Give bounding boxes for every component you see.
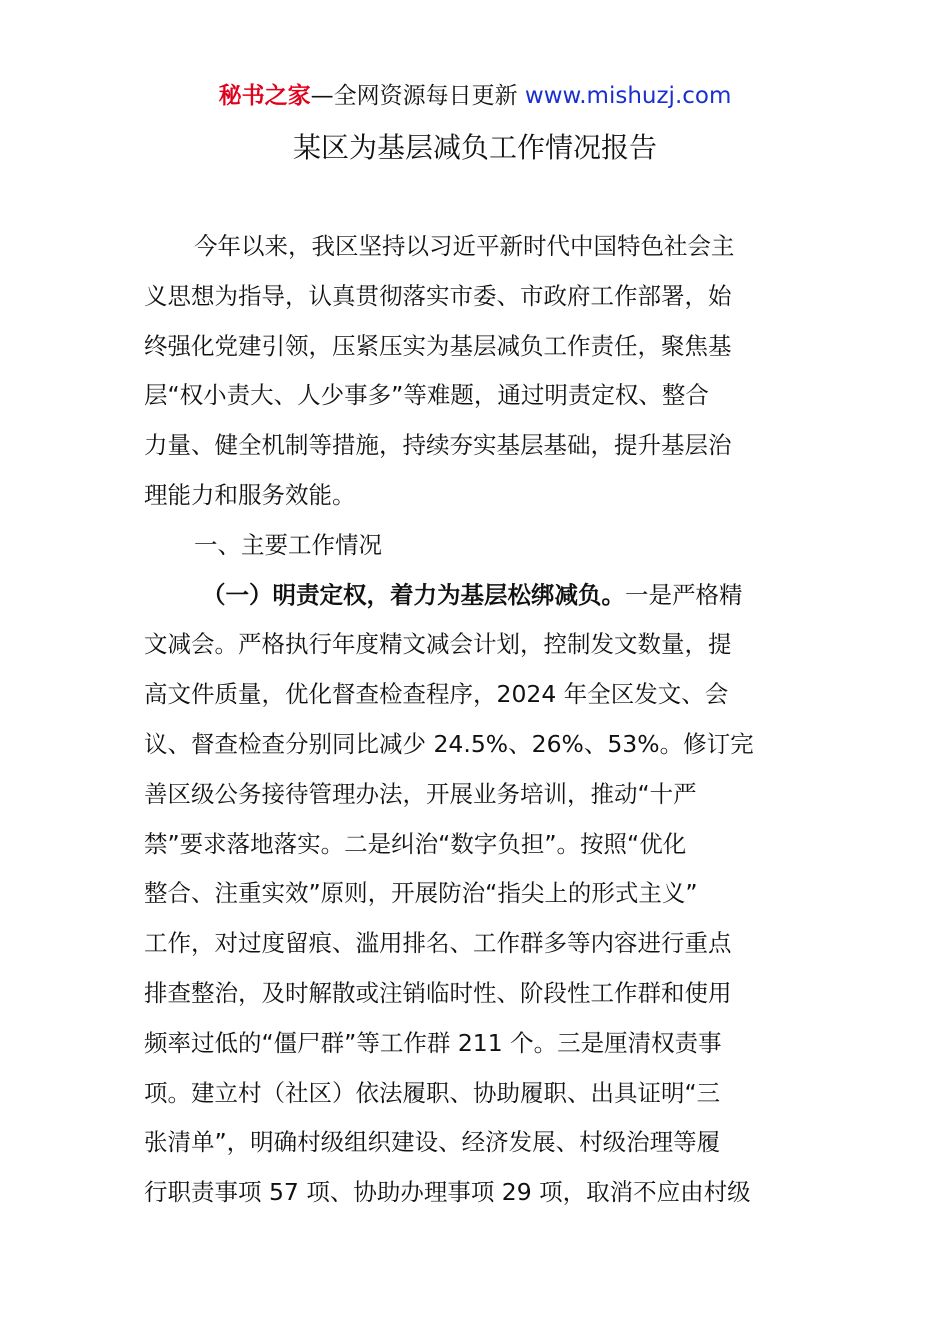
paragraph-line: 善区级公务接待管理办法，开展业务培训，推动“十严 xyxy=(144,779,697,808)
paragraph-line: 禁”要求落地落实。二是纠治“数字负担”。按照“优化 xyxy=(144,829,687,858)
header-slogan: —全网资源每日更新 xyxy=(310,83,525,109)
paragraph-line: 工作，对过度留痕、滥用排名、工作群多等内容进行重点 xyxy=(144,929,732,958)
paragraph-line: 张清单”，明确村级组织建设、经济发展、村级治理等履 xyxy=(144,1128,721,1157)
paragraph-line: 频率过低的“僵尸群”等工作群 211 个。三是厘清权责事 xyxy=(144,1028,722,1057)
paragraph-line: 力量、健全机制等措施，持续夯实基层基础，提升基层治 xyxy=(144,431,732,460)
document-title: 某区为基层减负工作情况报告 xyxy=(292,131,657,164)
paragraph-line: 终强化党建引领，压紧压实为基层减负工作责任，聚焦基 xyxy=(144,331,732,360)
paragraph-line: 项。建立村（社区）依法履职、协助履职、出具证明“三 xyxy=(144,1078,721,1107)
paragraph-line: 议、督查检查分别同比减少 24.5%、26%、53%。修订完 xyxy=(144,729,754,758)
paragraph-line: 排查整治，及时解散或注销临时性、阶段性工作群和使用 xyxy=(144,978,732,1007)
document-body xyxy=(144,222,810,1218)
site-url-link[interactable]: www.mishuzj.com xyxy=(524,83,732,109)
paragraph-line: 文减会。严格执行年度精文减会计划，控制发文数量，提 xyxy=(144,630,732,659)
paragraph-line: 理能力和服务效能。 xyxy=(144,480,356,509)
paragraph-line: 今年以来，我区坚持以习近平新时代中国特色社会主 xyxy=(194,232,735,260)
paragraph-line: 高文件质量，优化督查检查程序，2024 年全区发文、会 xyxy=(144,680,729,709)
paragraph-line: 行职责事项 57 项、协助办理事项 29 项，取消不应由村级 xyxy=(144,1178,751,1207)
paragraph-line: 整合、注重实效”原则，开展防治“指尖上的形式主义” xyxy=(144,879,698,908)
brand-name: 秘书之家 xyxy=(218,83,311,109)
subsection-heading: （一）明责定权，着力为基层松绑减负。 xyxy=(202,580,625,609)
subsection-lead-text: 一是严格精 xyxy=(625,580,743,609)
subsection-line xyxy=(144,571,810,621)
paragraph-line: 义思想为指导，认真贯彻落实市委、市政府工作部署，始 xyxy=(144,281,732,310)
paragraph-line: 层“权小责大、人少事多”等难题，通过明责定权、整合 xyxy=(144,381,709,410)
section-heading: 一、主要工作情况 xyxy=(194,530,382,559)
site-header xyxy=(0,80,950,112)
